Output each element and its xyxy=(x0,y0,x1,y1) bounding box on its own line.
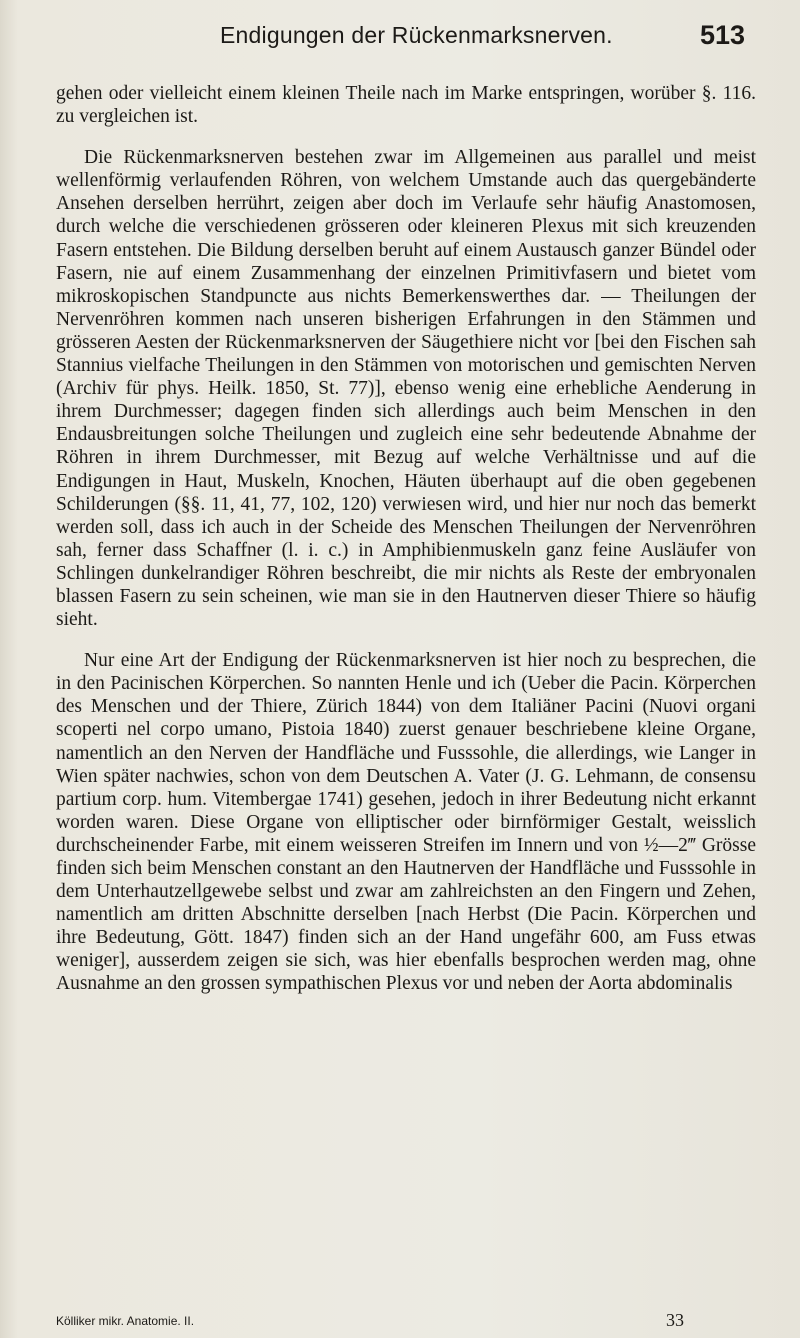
paragraph-plexus-theilungen: Die Rückenmarksnerven bestehen zwar im Allgemeinen aus parallel und meist wellenförmig verlaufenden Röhren, von welchem Umstande auch das quergebänderte Ansehen derselben herrührt, zeigen aber doch im Verlaufe sehr häufig Anastomosen, durch welche die verschiedenen grösseren oder kleineren Plexus mit sich kreuzenden Fasern entstehen. Die Bildung derselben beruht auf einem Austausch ganzer Bündel oder Fasern, nie auf einem Zusammenhang der einzelnen Primitivfasern und bietet vom mikroskopischen Standpuncte aus nichts Bemerkenswerthes dar. — Theilungen der Nervenröhren kommen nach unseren bisherigen Erfahrungen in den Stämmen und grösseren Aesten der Rückenmarksnerven der Säugethiere nicht vor [bei den Fischen sah Stannius vielfache Theilungen in den Stämmen von motorischen und gemischten Nerven (Archiv für phys. Heilk. 1850, St. 77)], ebenso wenig eine erhebliche Aenderung in ihrem Durchmesser; dagegen finden sich allerdings auch beim Menschen in den Endausbreitungen solche Theilungen und zugleich eine sehr bedeutende Abnahme der Röhren in ihrem Durchmesser, mit Bezug auf welche Verhältnisse und auf die Endigungen in Haut, Muskeln, Knochen, Häuten überhaupt auf die oben gegebenen Schilderungen (§§. 11, 41, 77, 102, 120) verwiesen wird, und hier nur noch das bemerkt werden soll, dass ich auch in der Scheide des Menschen Theilungen der Nervenröhren sah, ferner dass Schaffner (l. i. c.) in Amphibienmuskeln ganz feine Ausläufer von Schlingen dunkelrandiger Röhren beschreibt, die mir nichts als Reste der embryonalen blassen Fasern zu sein scheinen, wie man sie in den Hautnerven dieser Thiere so häufig sieht. xyxy=(56,147,756,631)
running-head: Endigungen der Rückenmarksnerven. xyxy=(220,22,613,48)
sheet-number: 33 xyxy=(666,1310,684,1330)
paragraph-continuation: gehen oder vielleicht einem kleinen Theile nach im Marke entspringen, worüber §. 116. zu vergleichen ist. xyxy=(56,83,756,128)
page-footer xyxy=(56,1312,756,1334)
page-header xyxy=(0,22,800,62)
body-text xyxy=(56,82,756,996)
paragraph-pacinische-koerperchen: Nur eine Art der Endigung der Rückenmarksnerven ist hier noch zu besprechen, die in den Pacinischen Körperchen. So nannten Henle und ich (Ueber die Pacin. Körperchen des Menschen und der Thiere, Zürich 1844) von dem Italiäner Pacini (Nuovi organi scoperti nel corpo umano, Pistoia 1840) zuerst genauer beschriebene kleine Organe, namentlich an den Nerven der Handfläche und Fusssohle, die allerdings, wie Langer in Wien später nachwies, schon von dem Deutschen A. Vater (J. G. Lehmann, de consensu partium corp. hum. Vitembergae 1741) gesehen, jedoch in ihrer Bedeutung nicht erkannt worden waren. Diese Organe von elliptischer oder birnförmiger Gestalt, weisslich durchscheinender Farbe, mit einem weisseren Streifen im Innern und von ½—2‴ Grösse finden sich beim Menschen constant an den Hautnerven der Handfläche und Fusssohle in dem Unterhautzellgewebe selbst und zwar am zahlreichsten an den Fingern und Zehen, namentlich am dritten Abschnitte derselben [nach Herbst (Die Pacin. Körperchen und ihre Bedeutung, Gött. 1847) finden sich an der Hand ungefähr 600, am Fuss etwas weniger], ausserdem zeigen sie sich, was hier ebenfalls besprochen werden mag, ohne Ausnahme an den grossen sympathischen Plexus vor und neben der Aorta abdominalis xyxy=(56,650,756,995)
printer-signature: Kölliker mikr. Anatomie. II. xyxy=(56,1314,195,1328)
page-number: 513 xyxy=(700,20,746,50)
